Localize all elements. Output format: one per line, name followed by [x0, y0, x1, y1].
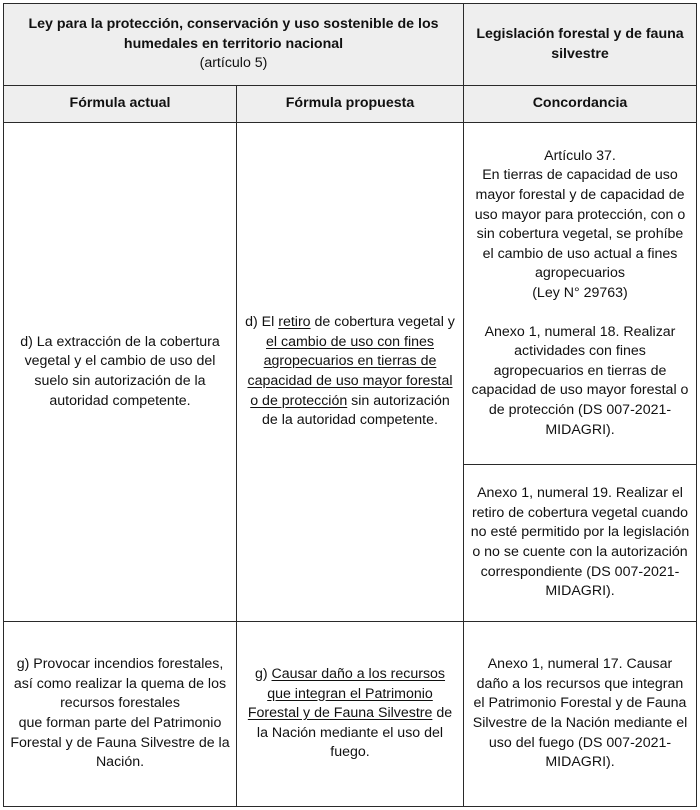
- legislacion-title: Legislación forestal y de fauna silvestre: [476, 25, 684, 62]
- column-header-row: [4, 86, 697, 123]
- table-row-d: [4, 123, 697, 465]
- cell-concordancia-g: Anexo 1, numeral 17. Causar daño a los recursos que integran el Patrimonio Forestal y de Fauna Silvestre de la Nación mediante el uso del fuego (DS 007-2021-MIDAGRI).: [464, 622, 697, 807]
- column-header-actual: Fórmula actual: [4, 86, 237, 123]
- articulo-heading: Artículo 37.: [544, 147, 616, 164]
- cell-concordancia-d-b: Anexo 1, numeral 19. Realizar el retiro de cobertura vegetal cuando no esté permitido por la legislación o no se cuente con la autorización correspondiente (DS 007-2021-MIDAGRI).: [464, 465, 697, 622]
- underlined-retiro: retiro: [278, 314, 311, 331]
- cell-propuesta-g: g) Causar daño a los recursos que integran el Patrimonio Forestal y de Fauna Silvestre de la Nación mediante el uso del fuego.: [237, 622, 464, 807]
- underlined-causar-dano: Causar daño a los recursos que integran el Patrimonio Forestal y de Fauna Silvestre: [247, 666, 446, 722]
- underlined-cambio-de-uso: el cambio de uso con fines agropecuarios en tierras de capacidad de uso mayor forestal o de protección: [247, 333, 453, 409]
- ley-article: (artículo 5): [199, 55, 268, 72]
- column-header-concordancia: Concordancia: [464, 86, 697, 123]
- table-header-row: [4, 4, 697, 86]
- articulo-body: En tierras de capacidad de uso mayor forestal y de capacidad de uso mayor para protección, con o sin cobertura vegetal, se prohíbe el cambio de uso actual a fines agropecuarios: [474, 167, 686, 282]
- legislacion-header-cell: [464, 4, 697, 86]
- table-row-g: [4, 622, 697, 807]
- column-header-propuesta: Fórmula propuesta: [237, 86, 464, 123]
- ley-reference: (Ley N° 29763): [532, 285, 628, 301]
- cell-concordancia-d-a: [464, 123, 697, 465]
- cell-actual-g: g) Provocar incendios forestales, así como realizar la quema de los recursos forestales que forman parte del Patrimonio Forestal y de Fauna Silvestre de la Nación.: [4, 622, 237, 807]
- ley-title: Ley para la protección, conservación y uso sostenible de los humedales en territorio nacional: [28, 16, 439, 52]
- comparison-table: [3, 3, 697, 807]
- cell-actual-d: d) La extracción de la cobertura vegetal y el cambio de uso del suelo sin autorización de la autoridad competente.: [4, 123, 237, 622]
- cell-propuesta-d: d) El retiro de cobertura vegetal y el cambio de uso con fines agropecuarios en tierras de capacidad de uso mayor forestal o de protección sin autorización de la autoridad competente.: [237, 123, 464, 622]
- anexo-18: Anexo 1, numeral 18. Realizar actividades con fines agropecuarios en tierras de capacidad de uso mayor forestal o de protección (DS 007-2021-MIDAGRI).: [471, 323, 689, 438]
- ley-header-cell: [4, 4, 464, 86]
